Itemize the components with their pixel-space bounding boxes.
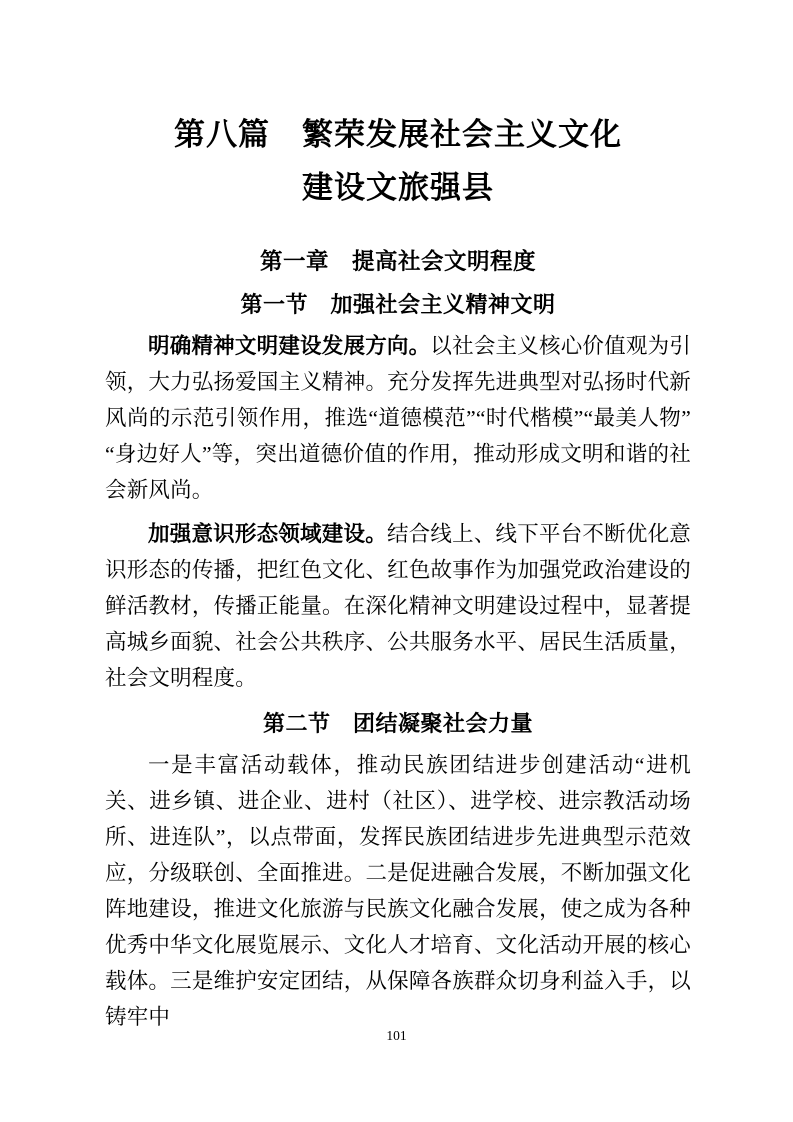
page-content — [0, 108, 793, 1035]
section-1-paragraph-1-lead: 明确精神文明建设发展方向。 — [148, 334, 431, 358]
section-1-paragraph-2 — [105, 516, 691, 696]
chapter-1-heading: 第一章 提高社会文明程度 — [259, 249, 536, 274]
section-1-paragraph-2-text: 结合线上、线下平台不断优化意识形态的传播，把红色文化、红色故事作为加强党政治建设的鲜活教材，传播正能量。在深化精神文明建设过程中，显著提高城乡面貌、社会公共秩序、公共服务水平、居民生活质量，社会文明程度。 — [105, 522, 692, 690]
section-2-heading: 第二节 团结凝聚社会力量 — [262, 711, 533, 736]
section-2-paragraph-1-text: 一是丰富活动载体，推动民族团结进步创建活动“进机关、进乡镇、进企业、进村（社区）、进学校、进宗教活动场所、进连队”，以点带面，发挥民族团结进步先进典型示范效应，分级联创、全面推进。二是促进融合发展，不断加强文化阵地建设，推进文化旅游与民族文化融合发展，使之成为各种优秀中华文化展览展示、文化人才培育、文化活动开展的核心载体。三是维护安定团结，从保障各族群众切身利益入手，以铸牢中 — [105, 753, 691, 1029]
document-title — [105, 108, 691, 214]
section-1-heading: 第一节 加强社会主义精神文明 — [240, 292, 556, 317]
document-title-line-1: 第八篇 繁荣发展社会主义文化 — [174, 117, 622, 152]
section-2-paragraph-1 — [105, 747, 691, 1035]
section-1-paragraph-1-text: 以社会主义核心价值观为引领，大力弘扬爱国主义精神。充分发挥先进典型对弘扬时代新风尚的示范引领作用，推选“道德模范”“时代楷模”“最美人物”“身边好人”等，突出道德价值的作用，推动形成文明和谐的社会新风尚。 — [105, 334, 691, 502]
page-number: 101 — [386, 1028, 407, 1043]
section-1-paragraph-1 — [105, 328, 691, 508]
section-1-paragraph-2-lead: 加强意识形态领域建设。 — [148, 522, 387, 546]
document-title-line-2: 建设文旅强县 — [302, 170, 494, 205]
